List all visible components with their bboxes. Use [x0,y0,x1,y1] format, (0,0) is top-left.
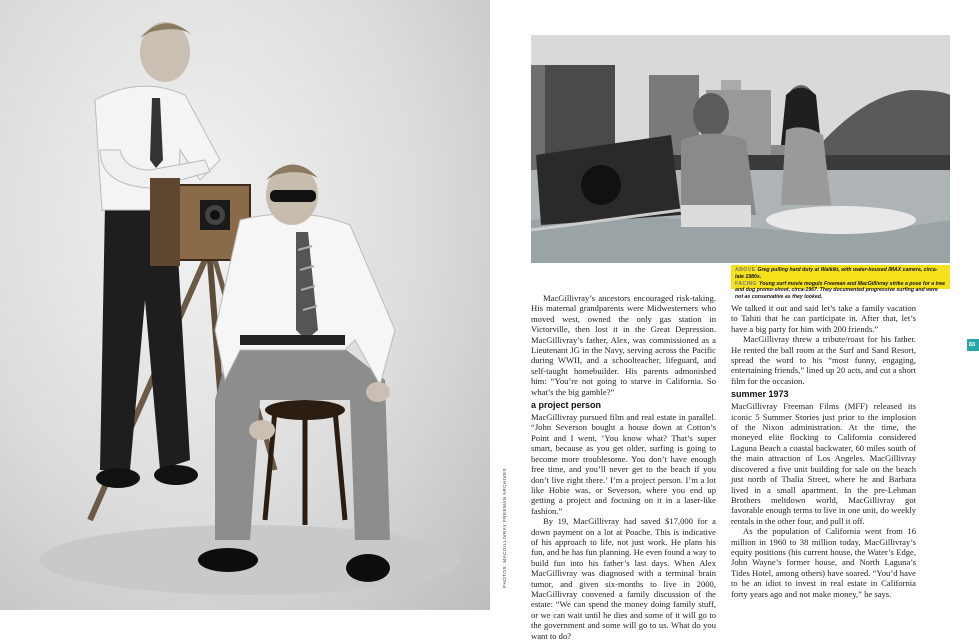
paragraph: By 19, MacGillivray had saved $17,000 for a down payment on a lot at Poache. This is indicative of his approach to life, not just work. He plans his fun, and he has fun planning. He even found a way to build fun into his father’s last days. When Alex MacGillivray was diagnosed with a terminal brain tumor, and given six-months to live in 2000, MacGillivray convened a family discussion of the estate: “We can spend the money doing family stuff, or we can wait until he dies and some of it will go to the government and some will go to us. What do you want to do? [531,516,716,641]
waikiki-imax-photo [531,35,950,263]
caption-above-text: Greg pulling hard duty at Waikiki, with water-housed IMAX camera, circa-late 1980s. [735,267,938,280]
paragraph: MacGillivray’s ancestors encouraged risk-taking. His maternal grandparents were Midwesterners who moved west, owned the only gas station in Victorville, then lost it in the Great Depression. MacGillivray’s father, Alex, was commissioned as a Lieutenant JG in the Navy, serving across the Pacific during WWII, and a schoolteacher, lifeguard, and self-taught homebuilder. His parents admonished him: “You’re not going to starve in California. So what’s the big gamble?” [531,293,716,397]
photo-caption [731,265,950,301]
paragraph: MacGillivray Freeman Films (MFF) released its iconic 5 Summer Stories just prior to the implosion of the Nixon administration. At the time, the moneyed elite flocking to California considered Laguna Beach a coastal backwater, 60 miles south of the main attraction of Los Angeles. MacGillivray discovered a five unit building for sale on the beach just north of Thalia Street, where he and Barbara lived in a small apartment. In the pre-Lehman Brothers meltdown world, MacGillivray got favorable enough terms to live in one unit, do weekly rentals in the other four, and pull it off. [731,401,916,526]
paragraph: MacGillivray pursued film and real estate in parallel. “John Severson bought a house down at Cotton’s Point and I went, ‘You know what? That’s super smart, because as you get older, surfing is going to become more troublesome. You don’t have enough free time, and you’ll never get to the beach if you don’t live right there.’ I’m a project person. I’m a lot like Hobie was, or Severson, where you end up getting a project and focusing on it in a laser-like fashion.” [531,412,716,516]
section-heading: a project person [531,400,602,411]
paragraph: We talked it out and said let’s take a family vacation to Tahiti that he can participate in. After that, let’s have a big party for him with 200 friends.” [731,303,916,334]
caption-facing-label: FACING [735,280,757,287]
photo-credit: PHOTOS: MACGILLIVRAY FREEMAN ARCHIVES [502,467,507,588]
page-number-tab: 83 [967,339,979,351]
section-heading: summer 1973 [731,389,789,400]
paragraph: As the population of California went from 16 million in 1960 to 38 million today, MacGillivray’s equity positions (his current house, the Water’s Edge, John Wayne’s former house, and North Laguna’s Tides Hotel, among others) have soared. “You’d have to be an idiot to invest in real estate in California forty years ago and not make money,” he says. [731,526,916,599]
caption-above-label: ABOVE [735,267,756,273]
article-column-2 [731,303,916,599]
two-men-with-camera-photo [0,0,490,610]
caption-facing-text: Young surf movie moguls Freeman and MacGillivray strike a pose for a tree and dog promo-shoot, circa-1967. They documented progressive surfing and were not as conservative as they looked. [735,280,946,301]
left-page-photo [0,0,490,610]
paragraph: MacGillivray threw a tribute/roast for his father. He rented the ball room at the Surf and Sand Resort, spread the word to his “most funny, engaging, entertaining friends,” lined up 20 acts, and cut a short film for the occasion. [731,334,916,386]
article-column-1 [531,293,716,641]
waikiki-scene [531,35,950,263]
